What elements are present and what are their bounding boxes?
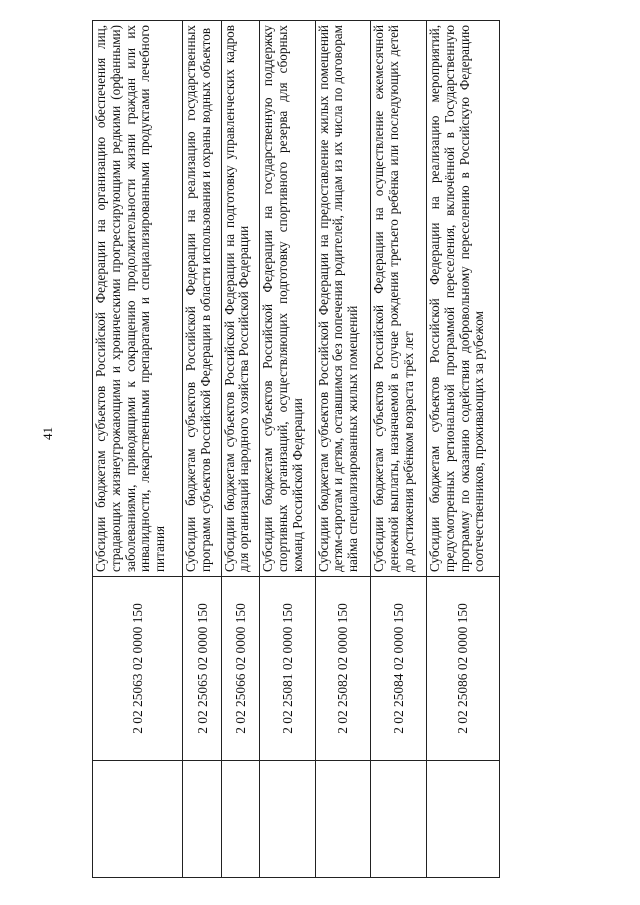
page-number: 41 [40, 427, 55, 440]
table-row [93, 21, 183, 878]
table-row [315, 21, 371, 878]
description-cell: Субсидии бюджетам субъектов Российской Федерации на реализацию государственных программ субъектов Российской Федерации в области использования и охраны водных объектов [183, 21, 221, 577]
budget-code-cell: 2 02 25082 02 0000 150 [315, 577, 371, 761]
budget-code-cell: 2 02 25063 02 0000 150 [93, 577, 183, 761]
budget-code-cell: 2 02 25065 02 0000 150 [183, 577, 221, 761]
description-cell: Субсидии бюджетам субъектов Российской Федерации на предоставление жилых помещений детям-сиротам и детям, оставшимся без попечения родителей, лицам из их числа по договорам найма специализированных жилых помещений [315, 21, 371, 577]
empty-cell [221, 761, 259, 878]
table-row [426, 21, 499, 878]
description-cell: Субсидии бюджетам субъектов Российской Федерации на организацию обеспечения лиц, страдающих жизнеугрожающими и хроническими прогрессирующими редкими (орфанными) заболеваниями, приводящими к сокращению продолжительности жизни граждан или их инвалидности, лекарственными препаратами и специализированными продуктами лечебного питания [93, 21, 183, 577]
budget-code-cell: 2 02 25081 02 0000 150 [259, 577, 315, 761]
description-cell: Субсидии бюджетам субъектов Российской Федерации на подготовку управленческих кадров для организаций народного хозяйства Российской Федерации [221, 21, 259, 577]
empty-cell [93, 761, 183, 878]
table-row [221, 21, 259, 878]
budget-code-cell: 2 02 25084 02 0000 150 [371, 577, 427, 761]
table-body [93, 21, 500, 878]
rotated-document-table [92, 20, 500, 878]
budget-classification-table [92, 20, 500, 878]
empty-cell [426, 761, 499, 878]
empty-cell [315, 761, 371, 878]
empty-cell [259, 761, 315, 878]
table-row [183, 21, 221, 878]
budget-code-cell: 2 02 25066 02 0000 150 [221, 577, 259, 761]
table-row [259, 21, 315, 878]
table-row [371, 21, 427, 878]
empty-cell [183, 761, 221, 878]
description-cell: Субсидии бюджетам субъектов Российской Федерации на реализацию мероприятий, предусмотренных региональной программой переселения, включённой в Государственную программу по оказанию содействия добровольному переселению в Российскую Федерацию соотечественников, проживающих за рубежом [426, 21, 499, 577]
budget-code-cell: 2 02 25086 02 0000 150 [426, 577, 499, 761]
description-cell: Субсидии бюджетам субъектов Российской Федерации на государственную поддержку спортивных организаций, осуществляющих подготовку спортивного резерва для сборных команд Российской Федерации [259, 21, 315, 577]
description-cell: Субсидии бюджетам субъектов Российской Федерации на осуществление ежемесячной денежной выплаты, назначаемой в случае рождения третьего ребёнка или последующих детей до достижения ребёнком возраста трёх лет [371, 21, 427, 577]
empty-cell [371, 761, 427, 878]
